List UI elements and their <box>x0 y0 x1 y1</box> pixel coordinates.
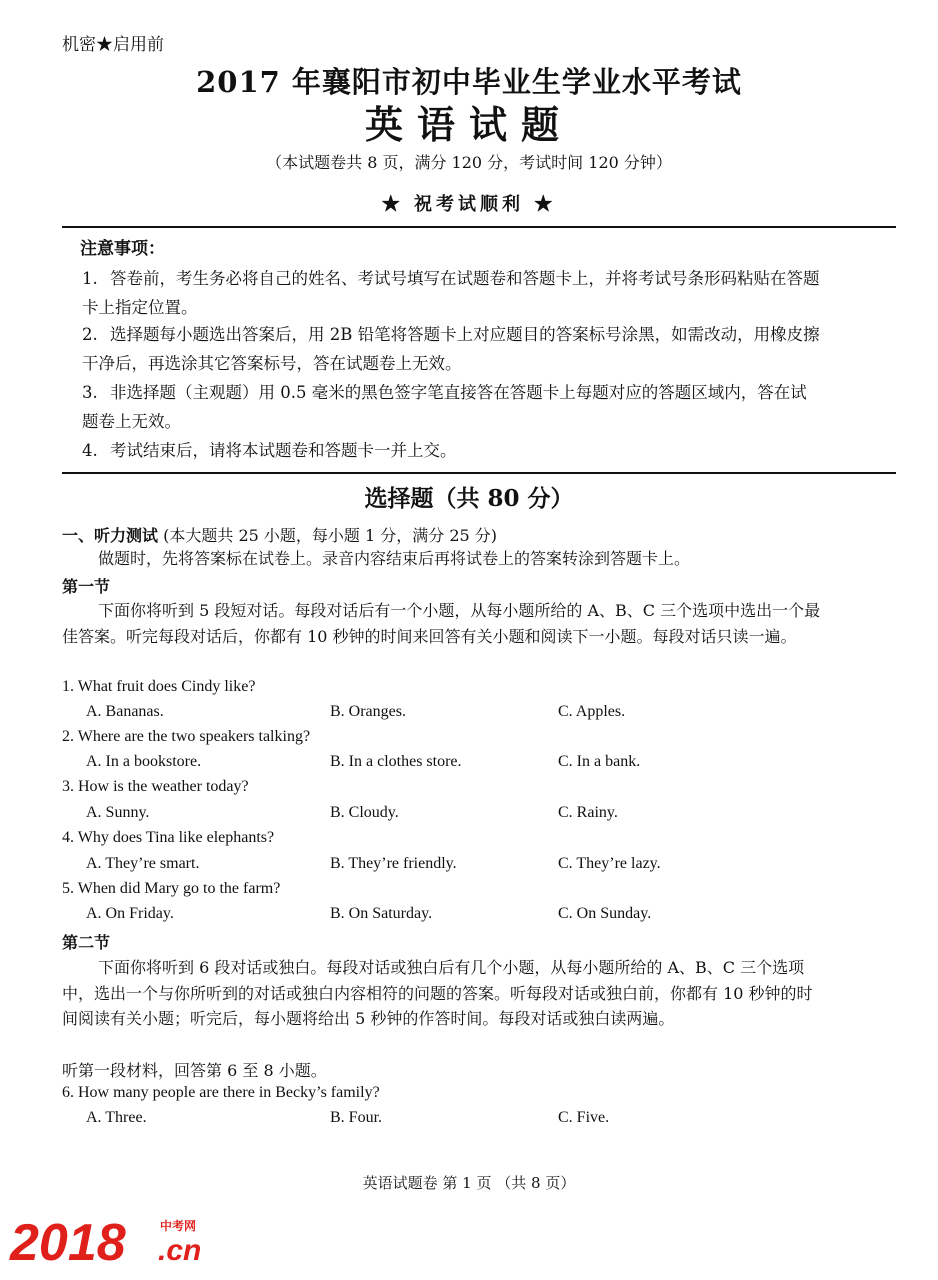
option-a: A. In a bookstore. <box>86 753 202 770</box>
option-a: A. Bananas. <box>86 703 164 720</box>
option-c: C. In a bank. <box>558 753 641 770</box>
question-4: 4. Why does Tina like elephants? <box>62 829 275 846</box>
section2-sub: 听第一段材料，回答第 6 至 8 小题。 <box>62 1061 327 1080</box>
section1-label: 第一节 <box>62 577 111 596</box>
note-item: 2. 选择题每小题选出答案后，用 2B 铅笔将答题卡上对应题目的答案标号涂黑，如需改动，用橡皮擦干净后，再选涂其它答案标号，答在试题卷上无效。 <box>82 325 820 373</box>
section-title: 选择题（共 80 分） <box>364 485 574 512</box>
exam-info: （本试题卷共 8 页，满分 120 分，考试时间 120 分钟） <box>266 153 672 172</box>
subject-title: 英语试题 <box>364 102 573 147</box>
section2-label: 第二节 <box>62 933 111 952</box>
question-6: 6. How many people are there in Becky’s family? <box>62 1084 380 1101</box>
logo-small-text: 中考网 <box>160 1219 197 1233</box>
question-2: 2. Where are the two speakers talking? <box>62 728 311 745</box>
exam-title: 2017 年襄阳市初中毕业生学业水平考试 <box>196 65 742 99</box>
question-5: 5. When did Mary go to the farm? <box>62 880 281 897</box>
part1-instruction: 做题时，先将答案标在试卷上。录音内容结束后再将试卷上的答案转涂到答题卡上。 <box>98 549 691 568</box>
section2-instruction: 下面你将听到 6 段对话或独白。每段对话或独白后有几个小题，从每小题所给的 A、B、C 三个选项中，选出一个与你所听到的对话或独白内容相符的问题的答案。听每段对话或独白前，你都有 10 秒钟的时间阅读有关小题；听完后，每小题将给出 5 秒钟的作答时间。每段对话或独白读两遍。 <box>62 958 813 1028</box>
option-c: C. Apples. <box>558 703 626 720</box>
notes-heading: 注意事项： <box>80 239 165 259</box>
good-luck-wish: ★ 祝考试顺利 ★ <box>381 194 557 215</box>
logo-domain-text: .cn <box>158 1234 202 1267</box>
option-b: B. On Saturday. <box>330 905 433 922</box>
option-c: C. Five. <box>558 1109 610 1126</box>
option-c: C. On Sunday. <box>558 905 652 922</box>
option-b: B. In a clothes store. <box>330 753 462 770</box>
option-c: C. Rainy. <box>558 804 618 821</box>
section1-instruction: 下面你将听到 5 段短对话。每段对话后有一个小题，从每小题所给的 A、B、C 三个选项中选出一个最佳答案。听完每段对话后，你都有 10 秒钟的时间来回答有关小题和阅读下一小题。每段对话只读一遍。 <box>62 601 821 646</box>
part1-header <box>62 523 497 546</box>
divider-bottom <box>62 472 896 474</box>
part1-info: (本大题共 25 小题，每小题 1 分，满分 25 分) <box>163 526 498 545</box>
question-3: 3. How is the weather today? <box>62 778 249 795</box>
page-footer: 英语试题卷 第 1 页 （共 8 页） <box>362 1174 576 1192</box>
confidential-mark: 机密★启用前 <box>62 35 164 55</box>
logo-main-text: 2018 <box>10 1214 126 1272</box>
option-b: B. Oranges. <box>330 703 406 720</box>
divider-top <box>62 226 896 228</box>
site-logo <box>8 1208 208 1272</box>
question-1: 1. What fruit does Cindy like? <box>62 678 256 695</box>
option-a: A. Three. <box>86 1109 147 1126</box>
part1-heading: 一、听力测试 <box>62 526 159 545</box>
option-b: B. They’re friendly. <box>330 855 457 872</box>
note-item: 3. 非选择题（主观题）用 0.5 毫米的黑色签字笔直接答在答题卡上每题对应的答题区域内，答在试题卷上无效。 <box>82 383 807 431</box>
option-a: A. Sunny. <box>86 804 150 821</box>
option-a: A. They’re smart. <box>86 855 200 872</box>
option-b: B. Four. <box>330 1109 383 1126</box>
note-item: 1. 答卷前，考生务必将自己的姓名、考试号填写在试题卷和答题卡上，并将考试号条形码粘贴在答题卡上指定位置。 <box>82 269 820 317</box>
note-item: 4. 考试结束后，请将本试题卷和答题卡一并上交。 <box>82 441 457 460</box>
option-c: C. They’re lazy. <box>558 855 661 872</box>
option-a: A. On Friday. <box>86 905 174 922</box>
option-b: B. Cloudy. <box>330 804 399 821</box>
